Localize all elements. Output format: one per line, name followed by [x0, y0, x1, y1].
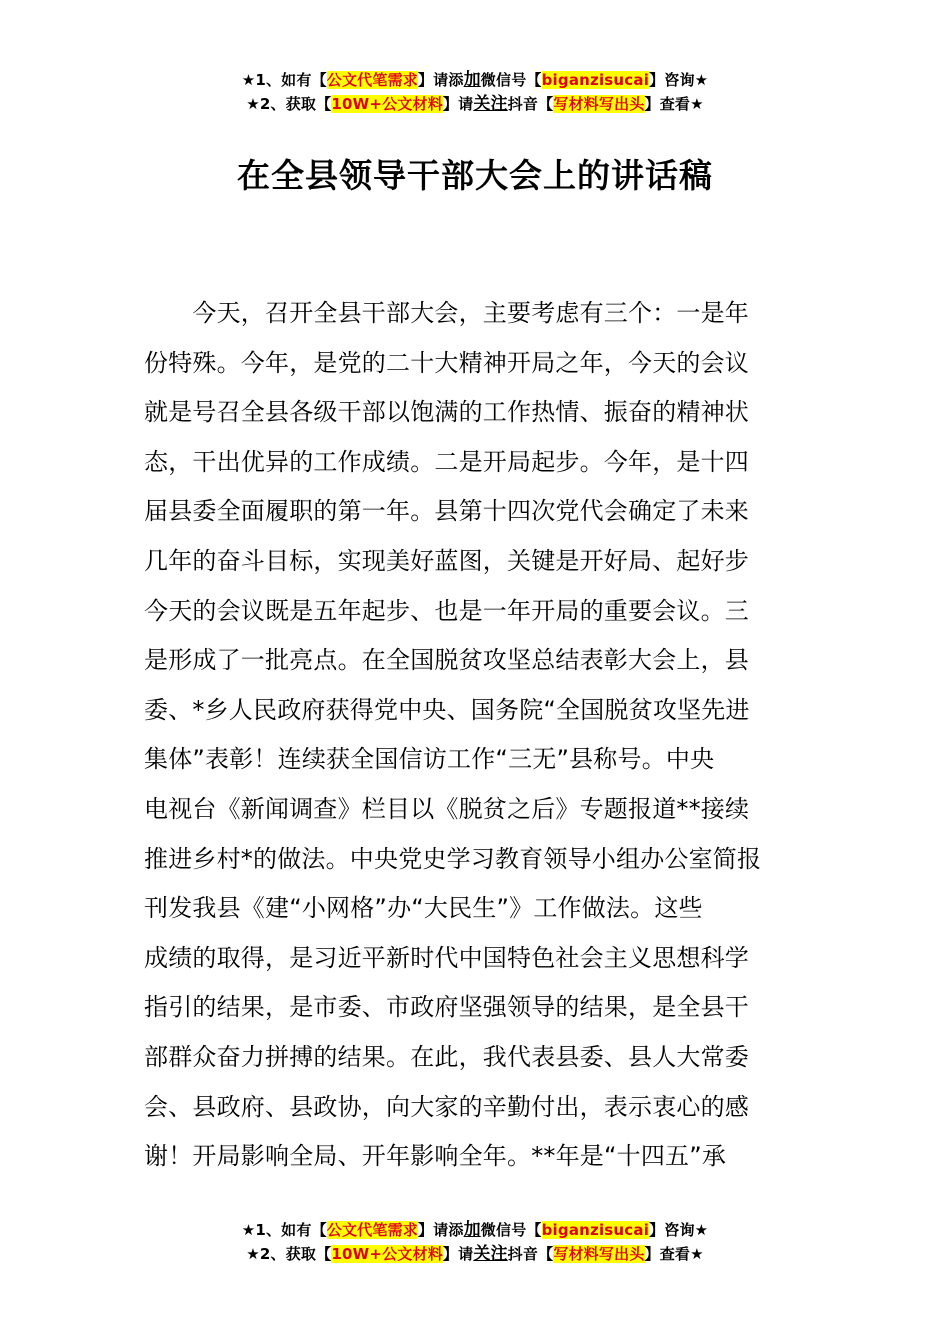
body-line: 委、*乡人民政府获得党中央、国务院“全国脱贫攻坚先进 — [144, 695, 750, 724]
banner-text: 】请 — [442, 1245, 474, 1263]
document-body — [144, 289, 808, 1182]
banner-line-1 — [0, 1218, 950, 1242]
body-line: 电视台《新闻调查》栏目以《脱贫之后》专题报道**接续 — [144, 794, 750, 823]
body-line: 指引的结果，是市委、市政府坚强领导的结果，是全县干 — [144, 993, 749, 1022]
banner-wechat-id: biganzisucai — [541, 71, 650, 89]
banner-text: 微信号【 — [480, 71, 542, 89]
body-line: 集体”表彰！连续获全国信访工作“三无”县称号。中央 — [144, 745, 715, 774]
body-line: 届县委全面履职的第一年。县第十四次党代会确定了未来 — [144, 497, 749, 526]
banner-text: ★1、如有【 — [241, 1221, 327, 1239]
body-line: 态，干出优异的工作成绩。二是开局起步。今年，是十四 — [144, 447, 749, 476]
body-line: 几年的奋斗目标，实现美好蓝图，关键是开好局、起好步 — [144, 546, 749, 575]
banner-line-1 — [0, 68, 950, 92]
body-line: 谢！开局影响全局、开年影响全年。**年是“十四五”承 — [144, 1142, 727, 1171]
banner-text: 】查看★ — [644, 95, 704, 113]
banner-text: ★2、获取【 — [246, 95, 332, 113]
banner-highlight: 10W+公文材料 — [331, 95, 443, 113]
banner-text: ★1、如有【 — [241, 71, 327, 89]
body-line: 会、县政府、县政协，向大家的辛勤付出，表示衷心的感 — [144, 1092, 749, 1121]
body-line: 今天的会议既是五年起步、也是一年开局的重要会议。三 — [144, 596, 749, 625]
banner-text: 微信号【 — [480, 1221, 542, 1239]
banner-text: 】请添 — [417, 71, 464, 89]
banner-highlight: 10W+公文材料 — [331, 1245, 443, 1263]
banner-douyin-id: 写材料写出头 — [553, 95, 645, 113]
banner-text: ★2、获取【 — [246, 1245, 332, 1263]
banner-underline: 关注 — [473, 94, 508, 114]
document-title: 在全县领导干部大会上的讲话稿 — [237, 156, 713, 195]
banner-text: 】咨询★ — [649, 1221, 709, 1239]
banner-line-2 — [0, 1242, 950, 1266]
body-line: 份特殊。今年，是党的二十大精神开局之年，今天的会议 — [144, 348, 749, 377]
body-line: 部群众奋力拼搏的结果。在此，我代表县委、县人大常委 — [144, 1042, 749, 1071]
banner-text: 】查看★ — [644, 1245, 704, 1263]
body-line: 成绩的取得，是习近平新时代中国特色社会主义思想科学 — [144, 943, 749, 972]
banner-underline: 关注 — [473, 1244, 508, 1264]
body-line: 推进乡村*的做法。中央党史学习教育领导小组办公室简报 — [144, 844, 762, 873]
banner-text: 】咨询★ — [649, 71, 709, 89]
banner-underline: 加 — [463, 70, 481, 90]
banner-line-2 — [0, 92, 950, 116]
banner-text: 】请 — [442, 95, 474, 113]
banner-text: 抖音【 — [507, 1245, 554, 1263]
top-ad-banner — [0, 68, 950, 116]
bottom-ad-banner — [0, 1218, 950, 1266]
body-line: 是形成了一批亮点。在全国脱贫攻坚总结表彰大会上，县 — [144, 646, 749, 675]
banner-underline: 加 — [463, 1220, 481, 1240]
body-line: 就是号召全县各级干部以饱满的工作热情、振奋的精神状 — [144, 398, 749, 427]
body-line: 刊发我县《建“小网格”办“大民生”》工作做法。这些 — [144, 894, 703, 923]
banner-douyin-id: 写材料写出头 — [553, 1245, 645, 1263]
banner-text: 】请添 — [417, 1221, 464, 1239]
banner-highlight: 公文代笔需求 — [326, 71, 418, 89]
banner-wechat-id: biganzisucai — [541, 1221, 650, 1239]
banner-text: 抖音【 — [507, 95, 554, 113]
body-line: 今天，召开全县干部大会，主要考虑有三个：一是年 — [144, 299, 749, 327]
banner-highlight: 公文代笔需求 — [326, 1221, 418, 1239]
